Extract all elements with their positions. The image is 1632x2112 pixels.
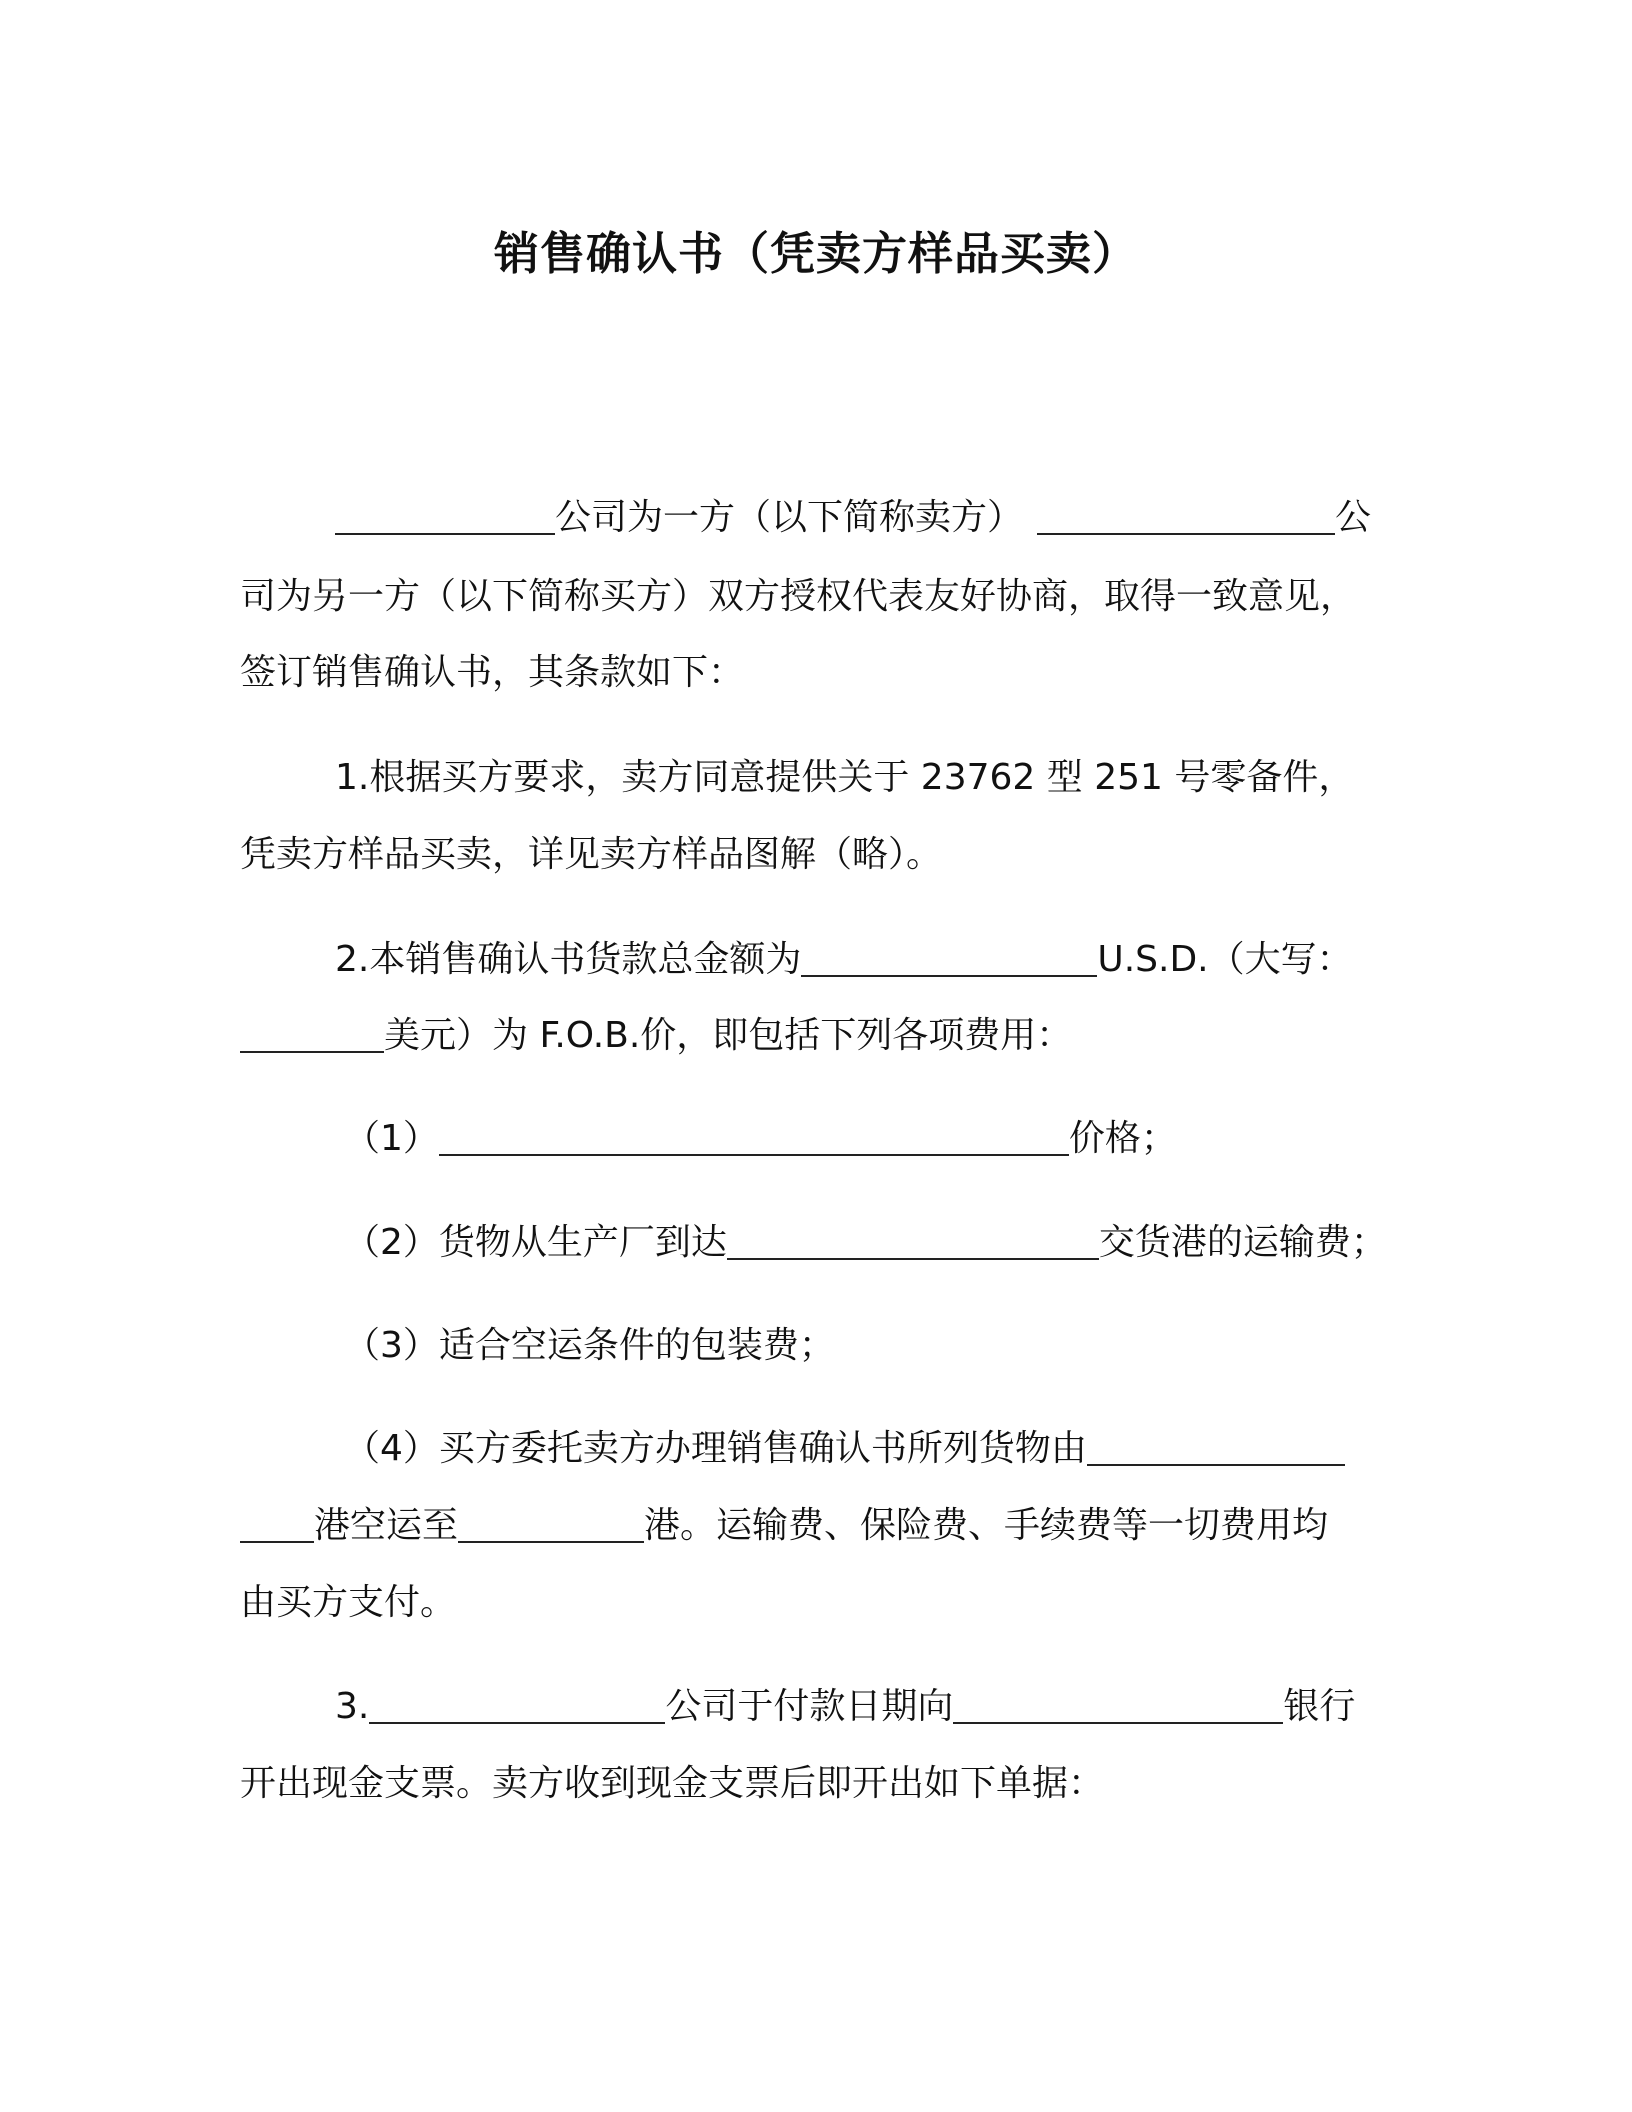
intro-line-3	[240, 648, 1392, 698]
intro-line-1	[335, 493, 1392, 543]
clause3-text-1: 3.	[335, 1686, 370, 1727]
item2-text-2: 交货港的运输费；	[1098, 1222, 1387, 1263]
item4-text-4: 由买方支付。	[240, 1582, 457, 1623]
clause3-text-2: 公司于付款日期向	[665, 1686, 954, 1727]
total-amount-blank[interactable]	[801, 941, 1097, 977]
clause1-line-2	[240, 830, 1392, 880]
intro-line-2	[240, 572, 1392, 622]
clause2-item-4-line-1	[344, 1424, 1392, 1474]
clause3-line-1	[335, 1682, 1392, 1732]
clause3-text-3: 银行	[1283, 1686, 1356, 1727]
item2-text-1: （2）货物从生产厂到达	[344, 1222, 727, 1263]
document-title: 销售确认书（凭卖方样品买卖）	[493, 227, 1138, 280]
departure-port-blank[interactable]	[1087, 1430, 1345, 1466]
item4-text-1: （4）买方委托卖方办理销售确认书所列货物由	[344, 1428, 1087, 1469]
destination-port-blank[interactable]	[458, 1507, 644, 1543]
clause2-line-2	[240, 1011, 1392, 1061]
item3-text: （3）适合空运条件的包装费；	[344, 1325, 835, 1366]
clause2-item-3	[344, 1321, 1392, 1371]
clause2-item-2	[344, 1218, 1392, 1268]
item1-number: （1）	[344, 1118, 439, 1159]
clause1-text-2: 凭卖方样品买卖，详见卖方样品图解（略）。	[240, 834, 943, 875]
item1-blank[interactable]	[439, 1120, 1069, 1156]
clause2-item-4-line-2	[240, 1501, 1392, 1551]
intro-text-4: 签订销售确认书，其条款如下：	[240, 652, 745, 693]
bank-name-blank[interactable]	[953, 1688, 1283, 1724]
buyer-company-blank[interactable]	[1037, 499, 1335, 535]
clause2-text-1: 2.本销售确认书货款总金额为	[335, 939, 802, 980]
clause3-text-4: 开出现金支票。卖方收到现金支票后即开出如下单据：	[240, 1763, 1105, 1804]
amount-in-words-blank[interactable]	[240, 1017, 384, 1053]
intro-text-3: 司为另一方（以下简称买方）双方授权代表友好协商，取得一致意见，	[240, 576, 1357, 617]
clause2-item-4-line-3	[240, 1578, 1392, 1628]
payer-company-blank[interactable]	[369, 1688, 665, 1724]
seller-company-blank[interactable]	[335, 499, 555, 535]
item4-text-3: 港。运输费、保险费、手续费等一切费用均	[644, 1505, 1329, 1546]
intro-text-1: 公司为一方（以下简称卖方）	[555, 497, 1024, 538]
clause1-text-1: 1.根据买方要求，卖方同意提供关于 23762 型 251 号零备件，	[335, 757, 1355, 798]
intro-text-2: 公	[1335, 497, 1372, 538]
clause2-text-2: U.S.D.（大写：	[1097, 939, 1353, 980]
departure-port-blank-cont[interactable]	[240, 1507, 314, 1543]
item2-blank[interactable]	[727, 1224, 1099, 1260]
clause3-line-2	[240, 1759, 1392, 1809]
clause1-line-1	[335, 753, 1487, 803]
clause2-item-1	[344, 1114, 1392, 1164]
clause2-line-1	[335, 935, 1392, 985]
item1-text: 价格；	[1068, 1118, 1177, 1159]
clause2-text-3: 美元）为 F.O.B.价，即包括下列各项费用：	[384, 1015, 1073, 1056]
item4-text-2: 港空运至	[314, 1505, 459, 1546]
